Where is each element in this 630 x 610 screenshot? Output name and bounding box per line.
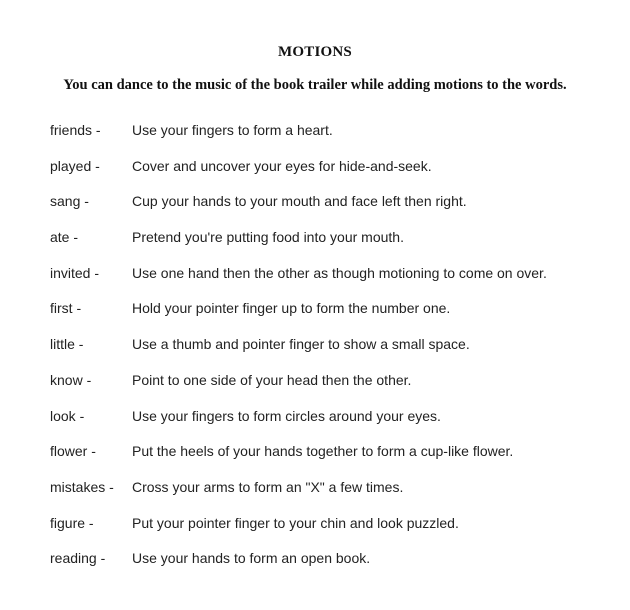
document-subtitle: You can dance to the music of the book trailer while adding motions to the words. (63, 77, 567, 93)
list-item (50, 443, 620, 479)
motion-word: invited - (50, 264, 100, 281)
list-item (50, 550, 620, 586)
motion-word: played - (50, 157, 100, 174)
motion-word: friends - (50, 122, 101, 138)
motion-description: Cross your arms to form an "X" a few times. (132, 478, 404, 495)
motion-word: sang - (50, 193, 89, 210)
motion-description: Cup your hands to your mouth and face left then right. (132, 193, 467, 210)
motion-description: Use one hand then the other as though motioning to come on over. (132, 264, 547, 281)
list-item (50, 336, 620, 372)
list-item (50, 479, 620, 515)
motion-description: Use a thumb and pointer finger to show a small space. (132, 336, 470, 353)
motions-list (50, 122, 620, 586)
document-title: MOTIONS (278, 44, 352, 60)
motion-description: Cover and uncover your eyes for hide-and-seek. (132, 157, 432, 174)
motion-description: Put the heels of your hands together to form a cup-like flower. (132, 443, 514, 460)
list-item (50, 158, 620, 194)
list-item (50, 515, 620, 551)
motion-word: mistakes - (50, 478, 114, 495)
list-item (50, 265, 620, 301)
list-item (50, 122, 620, 158)
list-item (50, 408, 620, 444)
motion-description: Use your fingers to form a heart. (132, 122, 333, 138)
motion-word: first - (50, 300, 82, 317)
motion-description: Point to one side of your head then the other. (132, 371, 412, 388)
motion-word: reading - (50, 550, 106, 567)
list-item (50, 229, 620, 265)
list-item (50, 193, 620, 229)
motion-word: little - (50, 336, 84, 353)
motion-word: figure - (50, 514, 94, 531)
motion-description: Use your fingers to form circles around your eyes. (132, 407, 441, 424)
motion-description: Put your pointer finger to your chin and look puzzled. (132, 514, 459, 531)
list-item (50, 300, 620, 336)
motion-word: know - (50, 371, 92, 388)
list-item (50, 372, 620, 408)
motion-word: look - (50, 407, 85, 424)
motion-description: Pretend you're putting food into your mouth. (132, 229, 404, 246)
motion-word: flower - (50, 443, 96, 460)
motion-description: Hold your pointer finger up to form the number one. (132, 300, 451, 317)
motion-description: Use your hands to form an open book. (132, 550, 371, 567)
motion-word: ate - (50, 229, 79, 246)
